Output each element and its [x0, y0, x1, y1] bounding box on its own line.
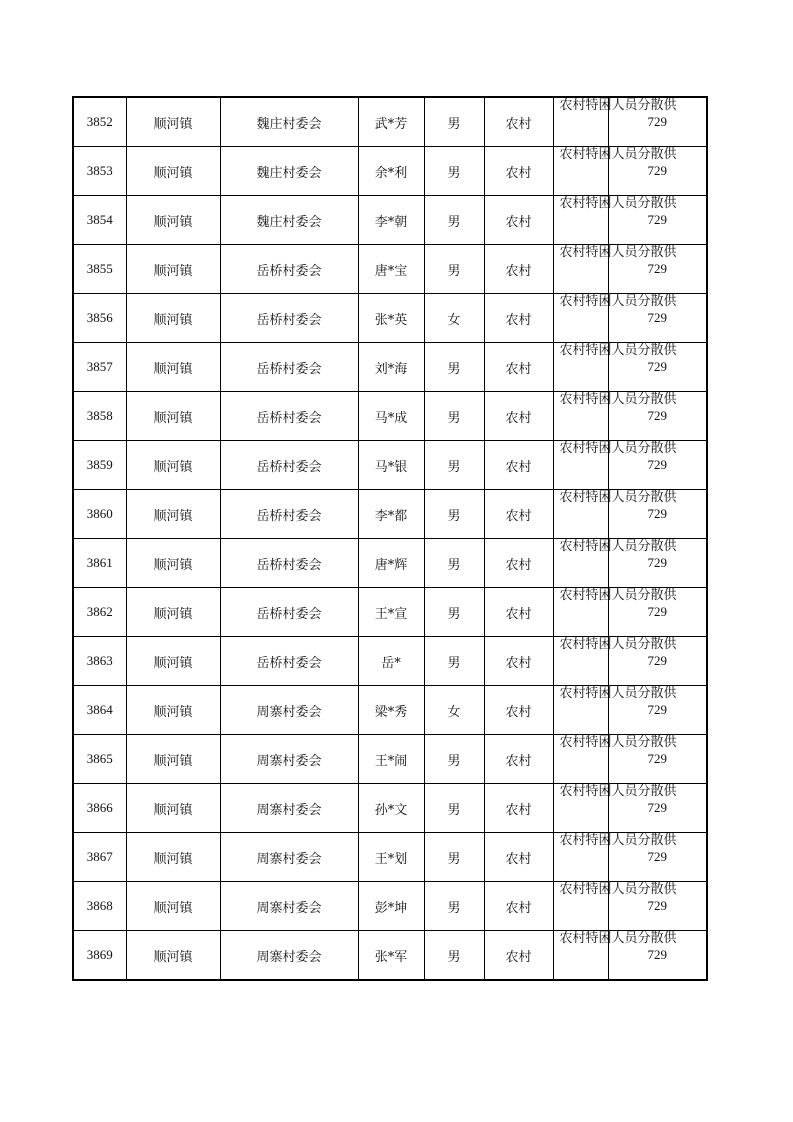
table-row — [73, 637, 707, 686]
cell-person-name: 余*利 — [358, 147, 424, 196]
cell-village: 岳桥村委会 — [220, 294, 358, 343]
category-text: 农村特困人员分散供 — [559, 882, 677, 897]
cell-town: 顺河镇 — [126, 441, 220, 490]
cell-village: 岳桥村委会 — [220, 588, 358, 637]
cell-town: 顺河镇 — [126, 735, 220, 784]
cell-person-name: 李*都 — [358, 490, 424, 539]
cell-village: 岳桥村委会 — [220, 637, 358, 686]
cell-serial-number: 3864 — [73, 686, 126, 735]
cell-village: 周寨村委会 — [220, 833, 358, 882]
cell-area-type: 农村 — [484, 441, 553, 490]
cell-area-type: 农村 — [484, 735, 553, 784]
cell-gender: 男 — [424, 343, 484, 392]
cell-area-type: 农村 — [484, 294, 553, 343]
cell-village: 岳桥村委会 — [220, 539, 358, 588]
cell-person-name: 张*军 — [358, 931, 424, 981]
cell-amount: 729 — [608, 882, 707, 931]
table-body — [73, 97, 707, 980]
cell-person-name: 马*成 — [358, 392, 424, 441]
table-row — [73, 735, 707, 784]
cell-area-type: 农村 — [484, 490, 553, 539]
category-text: 农村特困人员分散供 — [559, 343, 677, 358]
cell-serial-number: 3865 — [73, 735, 126, 784]
category-text: 农村特困人员分散供 — [559, 147, 677, 162]
cell-person-name: 唐*宝 — [358, 245, 424, 294]
category-text: 农村特困人员分散供 — [559, 490, 677, 505]
category-text: 农村特困人员分散供 — [559, 833, 677, 848]
cell-area-type: 农村 — [484, 784, 553, 833]
cell-town: 顺河镇 — [126, 196, 220, 245]
cell-area-type: 农村 — [484, 147, 553, 196]
cell-town: 顺河镇 — [126, 833, 220, 882]
cell-village: 岳桥村委会 — [220, 343, 358, 392]
cell-amount: 729 — [608, 784, 707, 833]
beneficiary-table — [72, 96, 708, 981]
cell-serial-number: 3868 — [73, 882, 126, 931]
cell-amount: 729 — [608, 147, 707, 196]
cell-area-type: 农村 — [484, 882, 553, 931]
cell-amount: 729 — [608, 931, 707, 981]
cell-area-type: 农村 — [484, 931, 553, 981]
cell-area-type: 农村 — [484, 97, 553, 147]
cell-amount: 729 — [608, 97, 707, 147]
cell-serial-number: 3866 — [73, 784, 126, 833]
cell-village: 岳桥村委会 — [220, 245, 358, 294]
cell-amount: 729 — [608, 392, 707, 441]
cell-person-name: 李*朝 — [358, 196, 424, 245]
cell-amount: 729 — [608, 343, 707, 392]
cell-town: 顺河镇 — [126, 343, 220, 392]
cell-gender: 男 — [424, 245, 484, 294]
table-row — [73, 686, 707, 735]
cell-person-name: 彭*坤 — [358, 882, 424, 931]
table-row — [73, 245, 707, 294]
cell-person-name: 武*芳 — [358, 97, 424, 147]
cell-gender: 男 — [424, 882, 484, 931]
cell-area-type: 农村 — [484, 833, 553, 882]
cell-amount: 729 — [608, 441, 707, 490]
table-row — [73, 441, 707, 490]
cell-person-name: 张*英 — [358, 294, 424, 343]
table-row — [73, 588, 707, 637]
category-text: 农村特困人员分散供 — [559, 441, 677, 456]
cell-serial-number: 3856 — [73, 294, 126, 343]
cell-village: 魏庄村委会 — [220, 147, 358, 196]
category-text: 农村特困人员分散供 — [559, 98, 677, 113]
cell-serial-number: 3862 — [73, 588, 126, 637]
table-row — [73, 833, 707, 882]
cell-gender: 男 — [424, 441, 484, 490]
cell-serial-number: 3861 — [73, 539, 126, 588]
table-row — [73, 196, 707, 245]
cell-gender: 男 — [424, 392, 484, 441]
cell-amount: 729 — [608, 539, 707, 588]
cell-town: 顺河镇 — [126, 97, 220, 147]
cell-village: 岳桥村委会 — [220, 490, 358, 539]
cell-gender: 男 — [424, 833, 484, 882]
cell-gender: 男 — [424, 147, 484, 196]
cell-person-name: 梁*秀 — [358, 686, 424, 735]
cell-area-type: 农村 — [484, 343, 553, 392]
cell-gender: 男 — [424, 931, 484, 981]
cell-amount: 729 — [608, 686, 707, 735]
cell-serial-number: 3860 — [73, 490, 126, 539]
cell-amount: 729 — [608, 294, 707, 343]
cell-amount: 729 — [608, 735, 707, 784]
cell-area-type: 农村 — [484, 196, 553, 245]
category-text: 农村特困人员分散供 — [559, 588, 677, 603]
cell-town: 顺河镇 — [126, 539, 220, 588]
cell-serial-number: 3869 — [73, 931, 126, 981]
cell-amount: 729 — [608, 833, 707, 882]
table-row — [73, 97, 707, 147]
cell-person-name: 王*划 — [358, 833, 424, 882]
cell-village: 岳桥村委会 — [220, 392, 358, 441]
category-text: 农村特困人员分散供 — [559, 931, 677, 946]
table-row — [73, 147, 707, 196]
cell-village: 周寨村委会 — [220, 882, 358, 931]
cell-town: 顺河镇 — [126, 931, 220, 981]
cell-town: 顺河镇 — [126, 637, 220, 686]
category-text: 农村特困人员分散供 — [559, 735, 677, 750]
cell-gender: 男 — [424, 196, 484, 245]
table-row — [73, 784, 707, 833]
cell-area-type: 农村 — [484, 245, 553, 294]
cell-town: 顺河镇 — [126, 392, 220, 441]
cell-gender: 女 — [424, 294, 484, 343]
cell-amount: 729 — [608, 245, 707, 294]
cell-town: 顺河镇 — [126, 686, 220, 735]
table-row — [73, 539, 707, 588]
cell-amount: 729 — [608, 637, 707, 686]
table-row — [73, 392, 707, 441]
cell-town: 顺河镇 — [126, 588, 220, 637]
category-text: 农村特困人员分散供 — [559, 392, 677, 407]
cell-serial-number: 3857 — [73, 343, 126, 392]
cell-town: 顺河镇 — [126, 147, 220, 196]
cell-amount: 729 — [608, 588, 707, 637]
cell-person-name: 唐*辉 — [358, 539, 424, 588]
cell-village: 魏庄村委会 — [220, 196, 358, 245]
category-text: 农村特困人员分散供 — [559, 294, 677, 309]
cell-gender: 男 — [424, 637, 484, 686]
cell-town: 顺河镇 — [126, 294, 220, 343]
cell-town: 顺河镇 — [126, 882, 220, 931]
cell-person-name: 王*宣 — [358, 588, 424, 637]
cell-area-type: 农村 — [484, 686, 553, 735]
cell-gender: 男 — [424, 539, 484, 588]
cell-town: 顺河镇 — [126, 245, 220, 294]
cell-gender: 男 — [424, 490, 484, 539]
cell-gender: 男 — [424, 97, 484, 147]
cell-person-name: 马*银 — [358, 441, 424, 490]
cell-town: 顺河镇 — [126, 784, 220, 833]
category-text: 农村特困人员分散供 — [559, 784, 677, 799]
cell-gender: 女 — [424, 686, 484, 735]
cell-gender: 男 — [424, 784, 484, 833]
cell-gender: 男 — [424, 588, 484, 637]
table-row — [73, 931, 707, 981]
cell-serial-number: 3852 — [73, 97, 126, 147]
category-text: 农村特困人员分散供 — [559, 637, 677, 652]
cell-amount: 729 — [608, 490, 707, 539]
cell-area-type: 农村 — [484, 392, 553, 441]
table-row — [73, 490, 707, 539]
table-row — [73, 882, 707, 931]
cell-area-type: 农村 — [484, 588, 553, 637]
cell-serial-number: 3855 — [73, 245, 126, 294]
cell-person-name: 王*闹 — [358, 735, 424, 784]
category-text: 农村特困人员分散供 — [559, 686, 677, 701]
cell-village: 周寨村委会 — [220, 931, 358, 981]
cell-area-type: 农村 — [484, 637, 553, 686]
cell-amount: 729 — [608, 196, 707, 245]
cell-village: 周寨村委会 — [220, 735, 358, 784]
cell-person-name: 岳* — [358, 637, 424, 686]
cell-serial-number: 3863 — [73, 637, 126, 686]
cell-serial-number: 3858 — [73, 392, 126, 441]
cell-person-name: 孙*文 — [358, 784, 424, 833]
cell-gender: 男 — [424, 735, 484, 784]
cell-village: 周寨村委会 — [220, 686, 358, 735]
table-row — [73, 294, 707, 343]
cell-village: 魏庄村委会 — [220, 97, 358, 147]
table-row — [73, 343, 707, 392]
cell-serial-number: 3854 — [73, 196, 126, 245]
cell-serial-number: 3867 — [73, 833, 126, 882]
cell-village: 周寨村委会 — [220, 784, 358, 833]
cell-village: 岳桥村委会 — [220, 441, 358, 490]
cell-serial-number: 3859 — [73, 441, 126, 490]
category-text: 农村特困人员分散供 — [559, 245, 677, 260]
cell-area-type: 农村 — [484, 539, 553, 588]
category-text: 农村特困人员分散供 — [559, 196, 677, 211]
category-text: 农村特困人员分散供 — [559, 539, 677, 554]
cell-town: 顺河镇 — [126, 490, 220, 539]
cell-serial-number: 3853 — [73, 147, 126, 196]
cell-person-name: 刘*海 — [358, 343, 424, 392]
